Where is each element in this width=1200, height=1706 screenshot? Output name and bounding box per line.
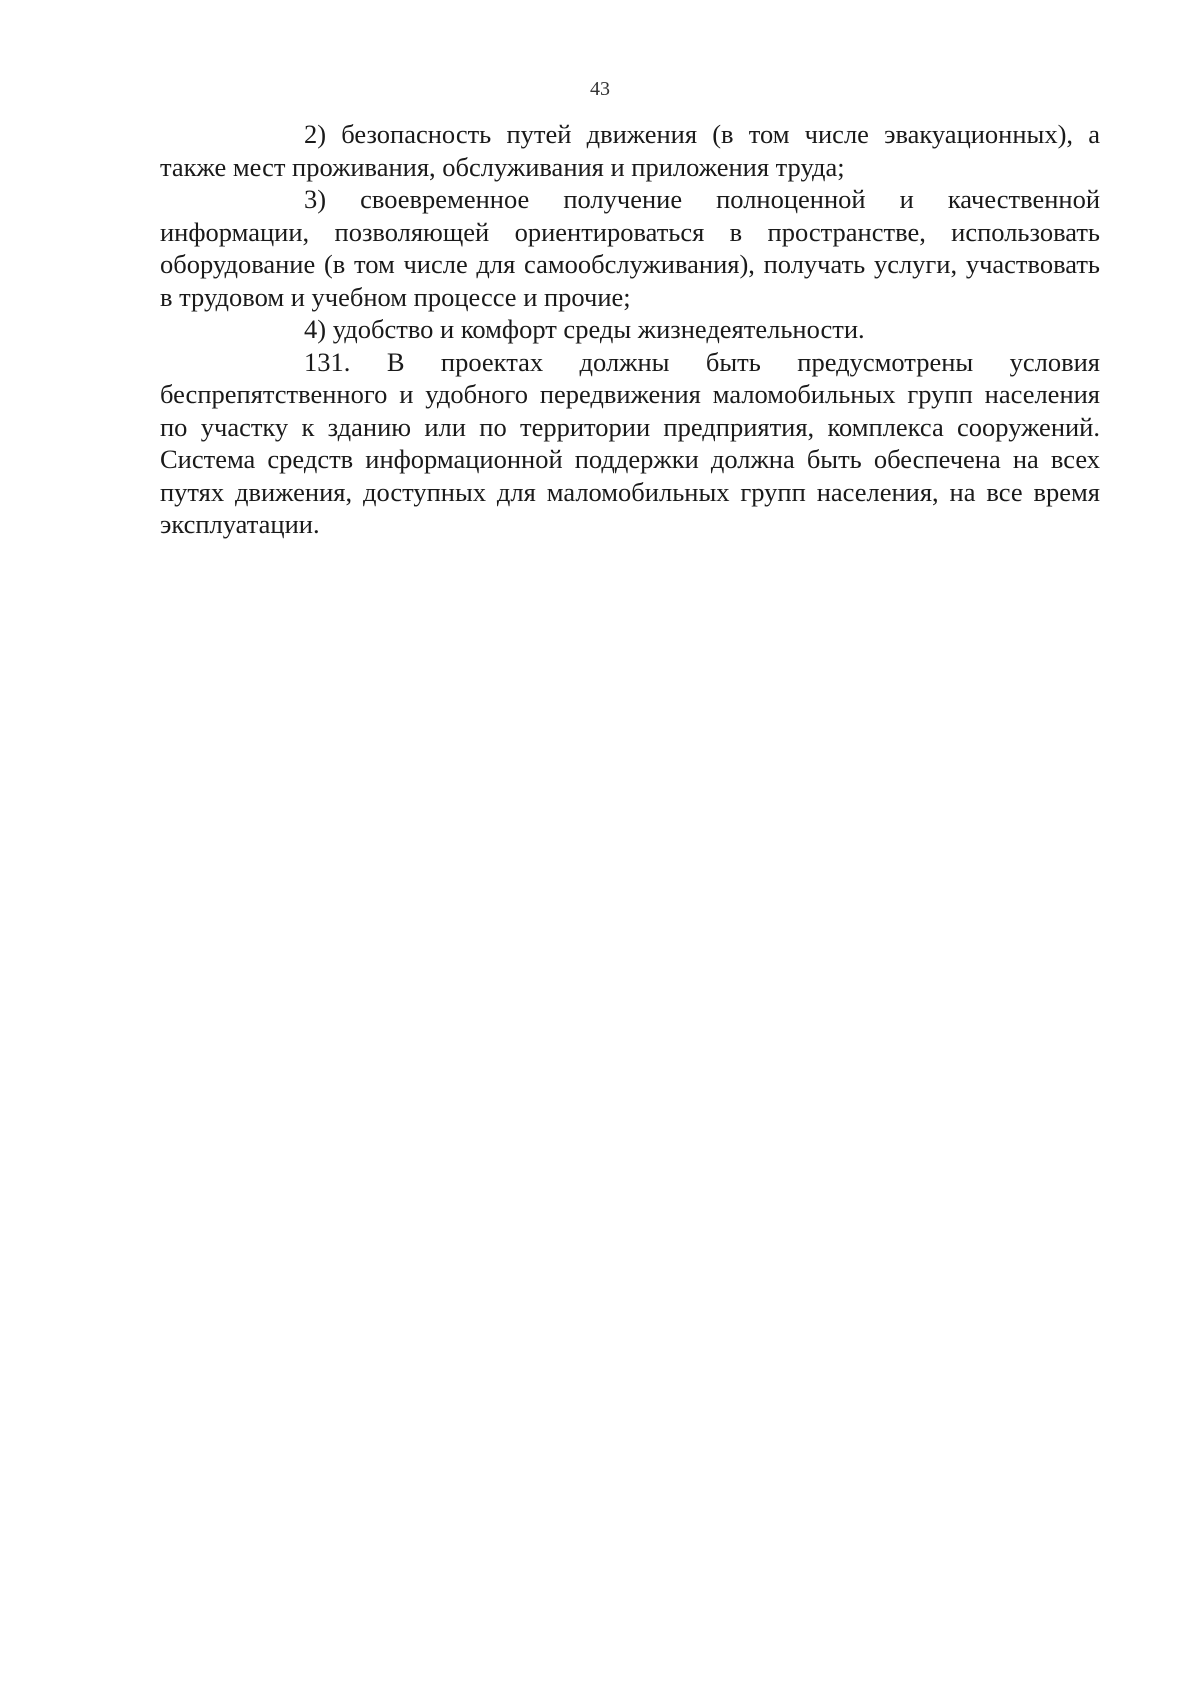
page-number: 43 [590, 78, 610, 100]
clause-text: В проектах должны быть предусмотрены условия беспрепятственного и удобного передвижения маломобильных групп населения по участку к зданию или по территории предприятия, комплекса сооружений. Система средств информационной поддержки должна быть обеспечена на всех путях движения, доступных для маломобильных групп населения, на все время эксплуатации. [160, 346, 1100, 539]
list-item-3 [160, 183, 1100, 313]
document-body [160, 118, 1100, 541]
list-item-text: удобство и комфорт среды жизнедеятельности. [332, 314, 865, 344]
list-item-2 [160, 118, 1100, 183]
list-marker: 2) [304, 119, 327, 149]
clause-number: 131. [304, 346, 351, 377]
list-item-text: безопасность путей движения (в том числе эвакуационных), а также мест проживания, обслуживания и приложения труда; [160, 119, 1100, 182]
list-item-4 [160, 313, 1100, 346]
list-marker: 4) [304, 314, 327, 344]
list-marker: 3) [304, 184, 327, 214]
list-item-text: своевременное получение полноценной и качественной информации, позволяющей ориентироваться в пространстве, использовать оборудование (в том числе для самообслуживания), получать услуги, участвовать в трудовом и учебном процессе и прочие; [160, 184, 1101, 312]
clause-131 [160, 346, 1100, 541]
